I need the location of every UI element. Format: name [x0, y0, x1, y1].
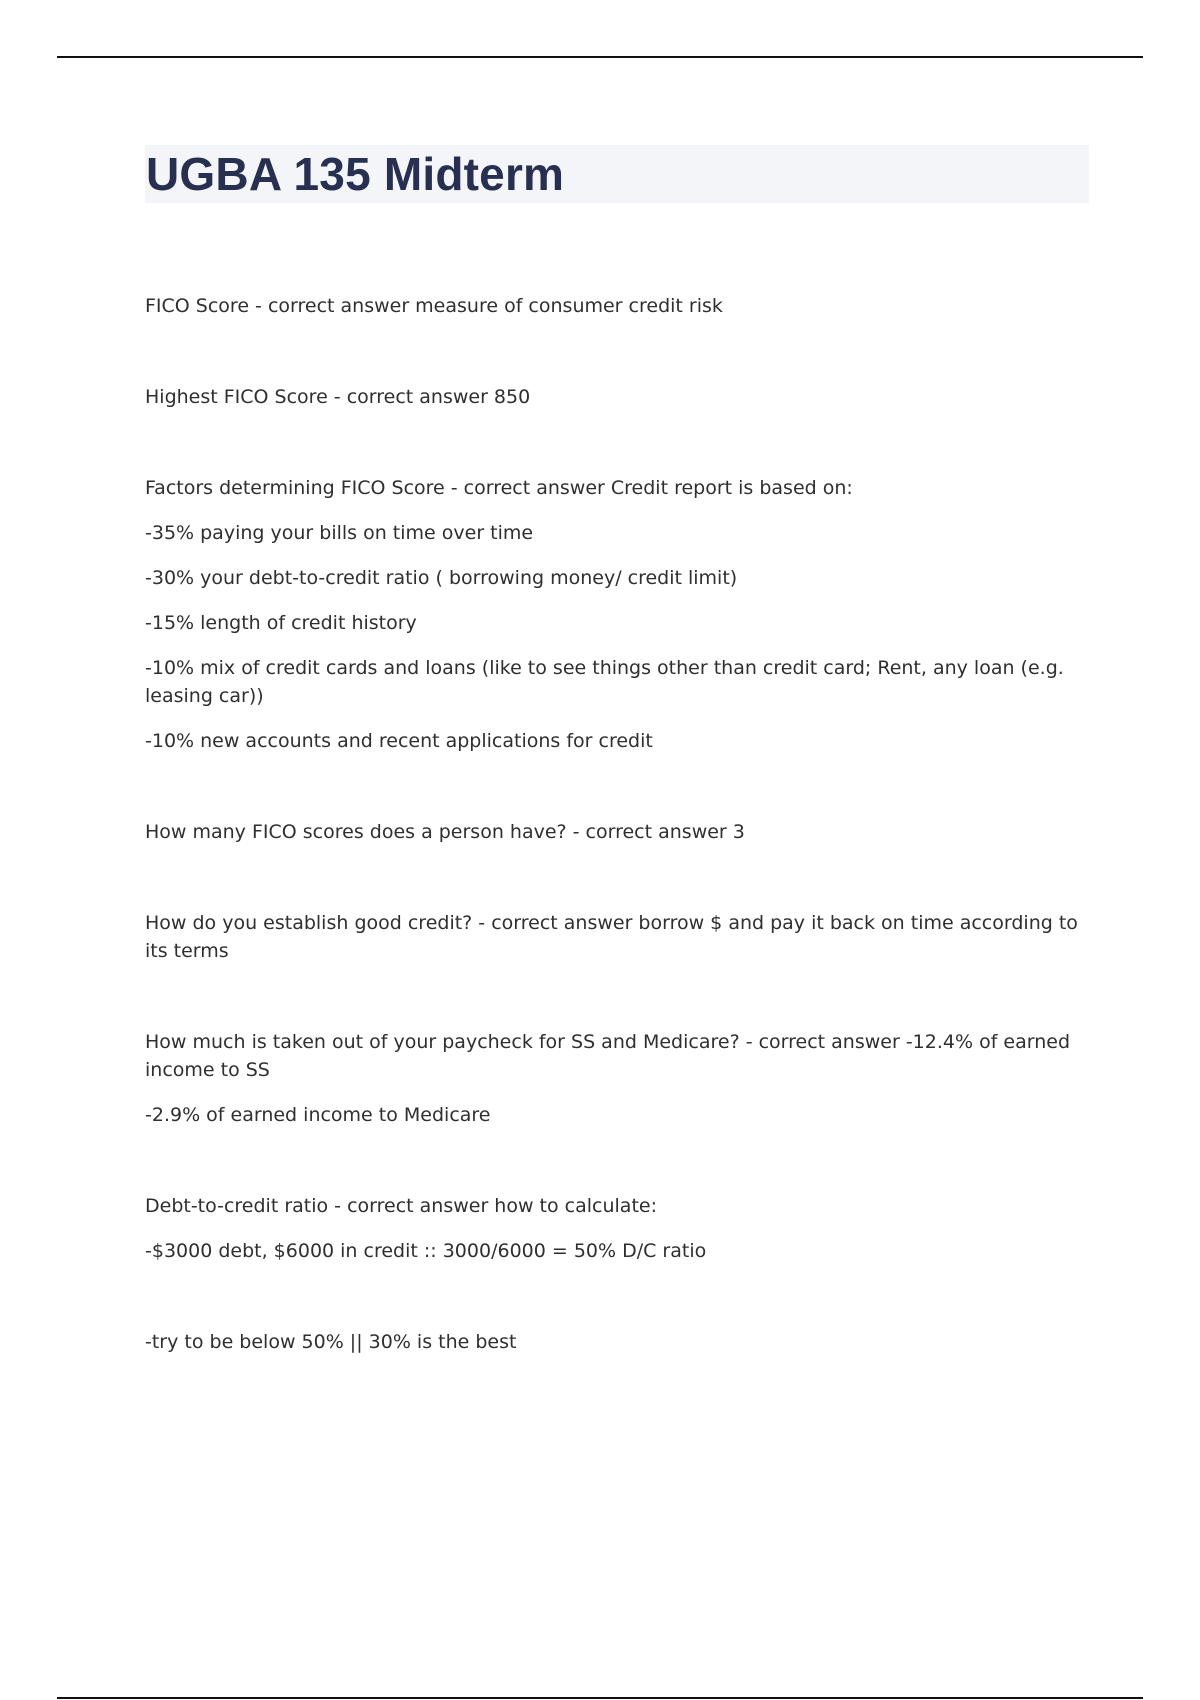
qa-line: -10% mix of credit cards and loans (like to see things other than credit card; Rent, any loan (e.g. leasing car))	[145, 657, 1064, 707]
qa-line: Factors determining FICO Score - correct answer Credit report is based on:	[145, 477, 853, 499]
qa-item-ratio-target	[145, 1328, 1090, 1356]
qa-line: -try to be below 50% || 30% is the best	[145, 1331, 517, 1353]
document-title: UGBA 135 Midterm	[146, 148, 565, 200]
qa-item-fico-factors	[145, 474, 1090, 755]
qa-line: Debt-to-credit ratio - correct answer how to calculate:	[145, 1195, 657, 1217]
footer-rule	[57, 1697, 1143, 1699]
qa-item-establish-credit	[145, 909, 1090, 965]
qa-line: How much is taken out of your paycheck for SS and Medicare? - correct answer -12.4% of earned income to SS	[145, 1031, 1071, 1081]
qa-line: FICO Score - correct answer measure of consumer credit risk	[145, 295, 723, 317]
header-rule	[57, 56, 1143, 58]
qa-line: -2.9% of earned income to Medicare	[145, 1104, 491, 1126]
qa-item-debt-to-credit	[145, 1192, 1090, 1265]
document-body	[145, 292, 1090, 1419]
qa-line: -35% paying your bills on time over time	[145, 522, 534, 544]
qa-line: Highest FICO Score - correct answer 850	[145, 386, 531, 408]
qa-line: -15% length of credit history	[145, 612, 417, 634]
qa-line: How many FICO scores does a person have? - correct answer 3	[145, 821, 745, 843]
qa-line: How do you establish good credit? - correct answer borrow $ and pay it back on time according to its terms	[145, 912, 1078, 962]
qa-line: -30% your debt-to-credit ratio ( borrowing money/ credit limit)	[145, 567, 738, 589]
qa-item-ss-medicare	[145, 1028, 1090, 1129]
qa-item-fico-count	[145, 818, 1090, 846]
qa-item-fico-score	[145, 292, 1090, 320]
qa-line: -10% new accounts and recent applications for credit	[145, 730, 653, 752]
qa-line: -$3000 debt, $6000 in credit :: 3000/6000 = 50% D/C ratio	[145, 1240, 707, 1262]
qa-item-highest-fico	[145, 383, 1090, 411]
